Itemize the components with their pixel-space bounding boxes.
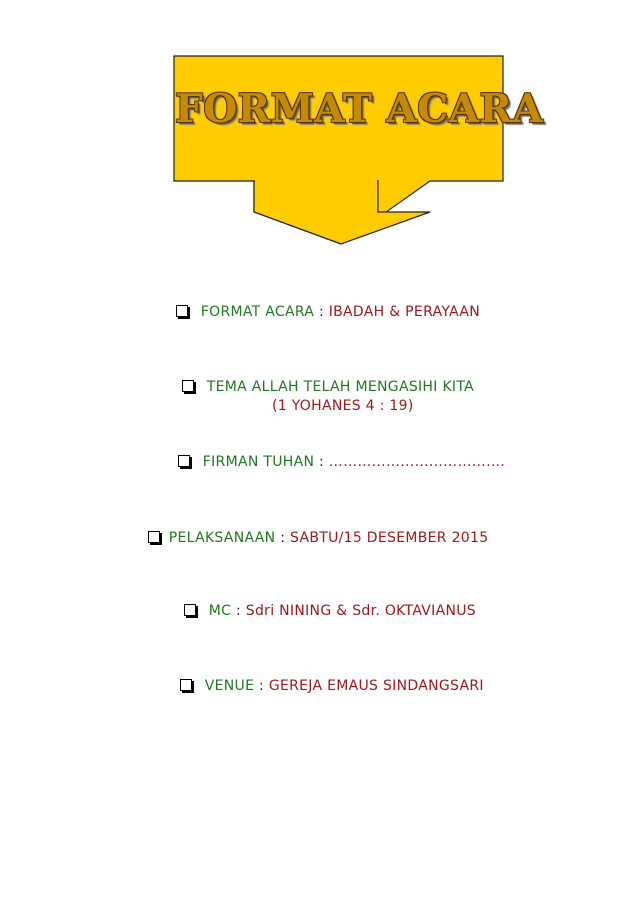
item-value: ……………………………….	[328, 454, 506, 470]
item-label: TEMA ALLAH TELAH MENGASIHI KITA	[206, 379, 474, 395]
item-tema	[182, 378, 474, 396]
item-value: SABTU/15 DESEMBER 2015	[290, 530, 489, 546]
item-label: MC	[208, 603, 232, 619]
item-label: PELAKSANAAN	[168, 530, 276, 546]
item-label: FORMAT ACARA	[200, 304, 315, 320]
item-separator: :	[280, 530, 290, 546]
checkbox-bullet-icon	[176, 305, 188, 317]
item-separator: :	[318, 304, 329, 320]
item-firman-tuhan	[178, 453, 505, 471]
item-label: VENUE	[204, 678, 255, 694]
item-separator: :	[236, 603, 246, 619]
item-value: Sdri NINING & Sdr. OKTAVIANUS	[245, 603, 476, 619]
checkbox-bullet-icon	[184, 604, 196, 616]
item-tema-reference: (1 YOHANES 4 : 19)	[272, 398, 414, 414]
item-label: FIRMAN TUHAN	[202, 454, 315, 470]
checkbox-bullet-icon	[178, 455, 190, 467]
item-value: IBADAH & PERAYAAN	[328, 304, 481, 320]
item-separator: :	[319, 454, 329, 470]
item-pelaksanaan	[148, 529, 488, 547]
item-separator: :	[259, 678, 269, 694]
item-value: GEREJA EMAUS SINDANGSARI	[268, 678, 484, 694]
checkbox-bullet-icon	[180, 679, 192, 691]
checkbox-bullet-icon	[182, 380, 194, 392]
item-format-acara	[176, 303, 480, 321]
checkbox-bullet-icon	[148, 531, 160, 543]
item-mc	[184, 602, 476, 620]
item-venue	[180, 677, 484, 695]
banner-title: FORMAT ACARA	[175, 86, 544, 132]
